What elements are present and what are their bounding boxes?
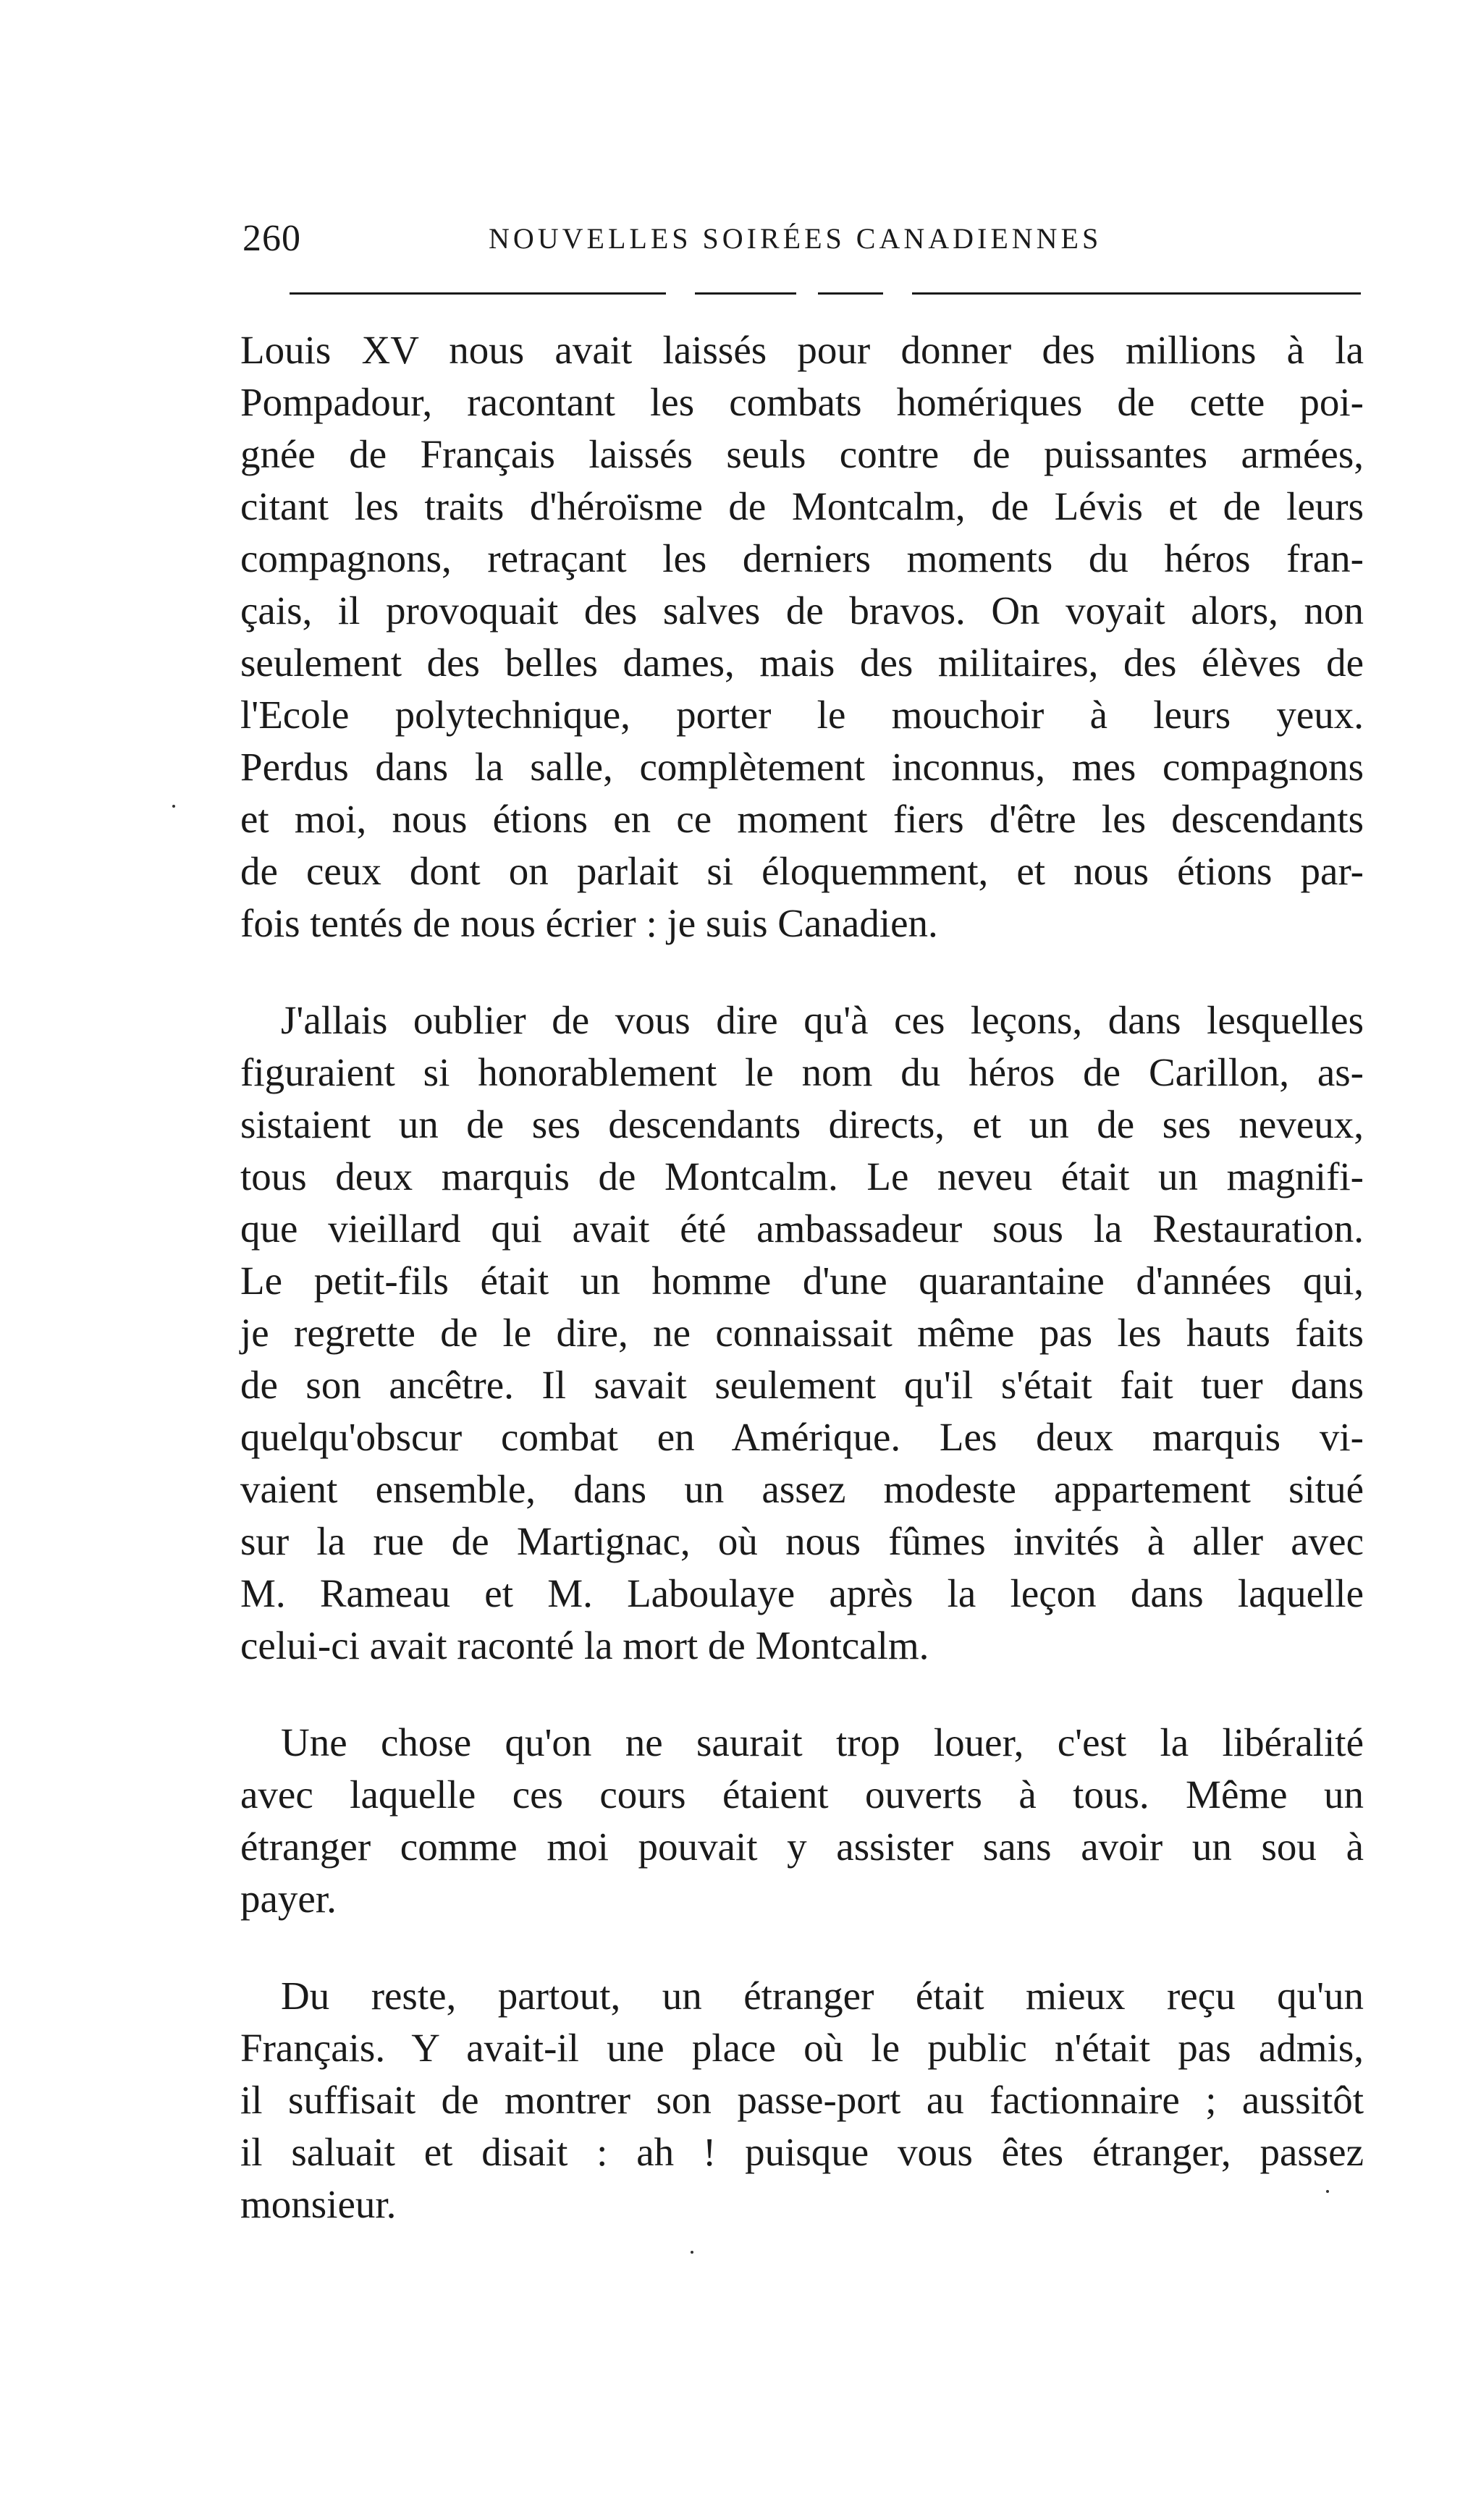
- text-line: figuraient si honorablement le nom du héros de Carillon, as-: [240, 1050, 1364, 1094]
- text-line: que vieillard qui avait été ambassadeur sous la Restauration.: [240, 1206, 1364, 1251]
- text-line: monsieur.: [240, 2182, 397, 2226]
- text-line: Pompadour, racontant les combats homériques de cette poi-: [240, 380, 1364, 424]
- text-line: il suffisait de montrer son passe-port au factionnaire ; aussitôt: [240, 2078, 1364, 2122]
- text-line: Perdus dans la salle, complètement inconnus, mes compagnons: [240, 745, 1364, 789]
- text-line: et moi, nous étions en ce moment fiers d'être les descendants: [240, 797, 1364, 841]
- text-line: de ceux dont on parlait si éloquemment, et nous étions par-: [240, 849, 1364, 893]
- print-speck: [1326, 2190, 1329, 2193]
- paragraph: [240, 324, 1364, 950]
- text-line: payer.: [240, 1877, 337, 1921]
- text-line: Une chose qu'on ne saurait trop louer, c'est la libéralité: [281, 1720, 1364, 1764]
- text-line: seulement des belles dames, mais des militaires, des élèves de: [240, 640, 1364, 685]
- text-line: Français. Y avait-il une place où le public n'était pas admis,: [240, 2026, 1364, 2070]
- header-rule: [912, 292, 1361, 295]
- paragraph: [240, 994, 1364, 1672]
- text-line: fois tentés de nous écrier : je suis Canadien.: [240, 901, 938, 945]
- text-line: sur la rue de Martignac, où nous fûmes invités à aller avec: [240, 1519, 1364, 1563]
- text-line: Louis XV nous avait laissés pour donner des millions à la: [240, 328, 1364, 372]
- paragraph: [240, 1717, 1364, 1925]
- text-line: citant les traits d'héroïsme de Montcalm, de Lévis et de leurs: [240, 484, 1364, 528]
- text-line: Du reste, partout, un étranger était mieux reçu qu'un: [281, 1974, 1364, 2018]
- print-speck: [172, 805, 175, 808]
- paragraph: [240, 1970, 1364, 2231]
- text-line: çais, il provoquait des salves de bravos. On voyait alors, non: [240, 588, 1364, 633]
- text-line: compagnons, retraçant les derniers moments du héros fran-: [240, 536, 1364, 580]
- page-number: 260: [242, 218, 301, 259]
- paragraph-gap: [240, 1672, 1364, 1717]
- header-rule: [290, 292, 666, 295]
- text-line: je regrette de le dire, ne connaissait même pas les hauts faits: [240, 1311, 1364, 1355]
- page-header: [242, 210, 1364, 268]
- text-line: de son ancêtre. Il savait seulement qu'il s'était fait tuer dans: [240, 1363, 1364, 1407]
- text-line: il saluait et disait : ah ! puisque vous êtes étranger, passez: [240, 2130, 1364, 2174]
- text-line: étranger comme moi pouvait y assister sans avoir un sou à: [240, 1825, 1364, 1869]
- text-line: J'allais oublier de vous dire qu'à ces leçons, dans lesquelles: [281, 998, 1364, 1042]
- text-line: tous deux marquis de Montcalm. Le neveu était un magnifi-: [240, 1154, 1364, 1198]
- text-line: quelqu'obscur combat en Amérique. Les deux marquis vi-: [240, 1415, 1364, 1459]
- text-line: vaient ensemble, dans un assez modeste appartement situé: [240, 1467, 1364, 1511]
- text-line: sistaient un de ses descendants directs, et un de ses neveux,: [240, 1102, 1364, 1146]
- running-title: NOUVELLES SOIRÉES CANADIENNES: [489, 222, 1102, 255]
- text-line: avec laquelle ces cours étaient ouverts à tous. Même un: [240, 1772, 1364, 1817]
- paragraph-gap: [240, 1925, 1364, 1970]
- text-line: celui-ci avait raconté la mort de Montcalm.: [240, 1623, 929, 1667]
- header-rule: [695, 292, 796, 295]
- paragraph-gap: [240, 950, 1364, 994]
- text-line: l'Ecole polytechnique, porter le mouchoir à leurs yeux.: [240, 693, 1364, 737]
- text-line: M. Rameau et M. Laboulaye après la leçon dans laquelle: [240, 1571, 1364, 1615]
- body-text: [240, 324, 1364, 2231]
- header-rule: [818, 292, 883, 295]
- text-line: gnée de Français laissés seuls contre de puissantes armées,: [240, 432, 1364, 476]
- text-line: Le petit-fils était un homme d'une quarantaine d'années qui,: [240, 1259, 1364, 1303]
- print-speck: [691, 2251, 693, 2254]
